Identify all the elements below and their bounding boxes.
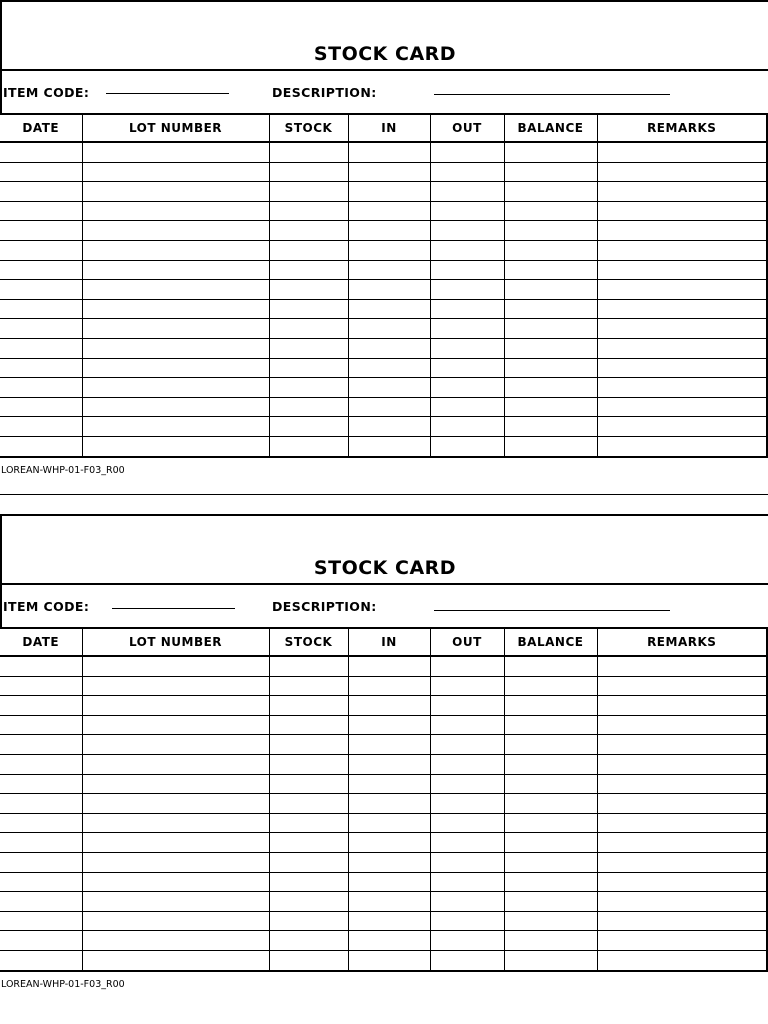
cell-out[interactable] <box>430 338 504 358</box>
cell-balance[interactable] <box>504 338 597 358</box>
table-row <box>0 911 767 931</box>
cell-remarks[interactable] <box>597 397 767 417</box>
column-header-in: IN <box>348 629 430 657</box>
cell-out[interactable] <box>430 872 504 892</box>
cell-date[interactable] <box>0 201 82 221</box>
cell-out[interactable] <box>430 240 504 260</box>
description-field[interactable] <box>434 94 670 95</box>
cell-remarks[interactable] <box>597 436 767 456</box>
cell-remarks[interactable] <box>597 892 767 912</box>
cell-stock[interactable] <box>269 417 348 437</box>
cell-balance[interactable] <box>504 260 597 280</box>
cell-lot-number[interactable] <box>82 872 269 892</box>
cell-balance[interactable] <box>504 162 597 182</box>
stock-table <box>0 628 768 972</box>
cell-date[interactable] <box>0 280 82 300</box>
cell-stock[interactable] <box>269 299 348 319</box>
table-row <box>0 338 767 358</box>
cell-in[interactable] <box>348 676 430 696</box>
item-code-label: ITEM CODE: <box>3 599 90 614</box>
cell-lot-number[interactable] <box>82 397 269 417</box>
cell-in[interactable] <box>348 931 430 951</box>
table-row <box>0 754 767 774</box>
cell-lot-number[interactable] <box>82 852 269 872</box>
stock-card-frame <box>0 514 768 628</box>
cell-balance[interactable] <box>504 892 597 912</box>
cell-remarks[interactable] <box>597 299 767 319</box>
cell-stock[interactable] <box>269 656 348 676</box>
cell-remarks[interactable] <box>597 950 767 970</box>
stock-card-bottom <box>0 514 768 990</box>
cell-remarks[interactable] <box>597 142 767 162</box>
table-row <box>0 162 767 182</box>
cell-date[interactable] <box>0 735 82 755</box>
cell-date[interactable] <box>0 378 82 398</box>
cell-lot-number[interactable] <box>82 338 269 358</box>
cell-date[interactable] <box>0 872 82 892</box>
cell-out[interactable] <box>430 931 504 951</box>
cell-out[interactable] <box>430 221 504 241</box>
cell-remarks[interactable] <box>597 338 767 358</box>
table-row <box>0 872 767 892</box>
cell-lot-number[interactable] <box>82 280 269 300</box>
cell-out[interactable] <box>430 715 504 735</box>
cell-in[interactable] <box>348 833 430 853</box>
cell-out[interactable] <box>430 813 504 833</box>
cell-balance[interactable] <box>504 221 597 241</box>
column-header-date: DATE <box>0 629 82 657</box>
cell-lot-number[interactable] <box>82 417 269 437</box>
cell-balance[interactable] <box>504 852 597 872</box>
cell-in[interactable] <box>348 436 430 456</box>
cell-out[interactable] <box>430 696 504 716</box>
cell-balance[interactable] <box>504 931 597 951</box>
cell-in[interactable] <box>348 417 430 437</box>
cell-lot-number[interactable] <box>82 715 269 735</box>
cell-in[interactable] <box>348 656 430 676</box>
cell-remarks[interactable] <box>597 696 767 716</box>
cell-date[interactable] <box>0 182 82 202</box>
cell-balance[interactable] <box>504 911 597 931</box>
table-row <box>0 417 767 437</box>
cell-remarks[interactable] <box>597 911 767 931</box>
cell-stock[interactable] <box>269 436 348 456</box>
cell-lot-number[interactable] <box>82 221 269 241</box>
cell-stock[interactable] <box>269 221 348 241</box>
cell-stock[interactable] <box>269 950 348 970</box>
cell-in[interactable] <box>348 319 430 339</box>
cell-in[interactable] <box>348 260 430 280</box>
table-row <box>0 280 767 300</box>
cell-remarks[interactable] <box>597 715 767 735</box>
cell-in[interactable] <box>348 142 430 162</box>
cell-balance[interactable] <box>504 676 597 696</box>
cell-date[interactable] <box>0 950 82 970</box>
table-row <box>0 142 767 162</box>
cell-in[interactable] <box>348 240 430 260</box>
table-row <box>0 696 767 716</box>
table-row <box>0 813 767 833</box>
cell-balance[interactable] <box>504 182 597 202</box>
cell-lot-number[interactable] <box>82 950 269 970</box>
cell-date[interactable] <box>0 892 82 912</box>
cell-lot-number[interactable] <box>82 911 269 931</box>
table-row <box>0 833 767 853</box>
cell-in[interactable] <box>348 299 430 319</box>
cell-date[interactable] <box>0 319 82 339</box>
cell-remarks[interactable] <box>597 676 767 696</box>
cell-out[interactable] <box>430 676 504 696</box>
table-row <box>0 892 767 912</box>
cell-stock[interactable] <box>269 813 348 833</box>
table-row <box>0 715 767 735</box>
cell-remarks[interactable] <box>597 358 767 378</box>
cell-stock[interactable] <box>269 774 348 794</box>
item-code-field[interactable] <box>112 608 235 609</box>
cell-remarks[interactable] <box>597 656 767 676</box>
cell-date[interactable] <box>0 338 82 358</box>
cell-remarks[interactable] <box>597 813 767 833</box>
cell-in[interactable] <box>348 280 430 300</box>
cell-date[interactable] <box>0 142 82 162</box>
cell-in[interactable] <box>348 735 430 755</box>
cell-in[interactable] <box>348 338 430 358</box>
cell-lot-number[interactable] <box>82 201 269 221</box>
table-row <box>0 182 767 202</box>
table-row <box>0 260 767 280</box>
cell-date[interactable] <box>0 436 82 456</box>
table-row <box>0 299 767 319</box>
cell-remarks[interactable] <box>597 735 767 755</box>
form-code: LOREAN-WHP-01-F03_R00 <box>1 978 125 990</box>
cell-balance[interactable] <box>504 280 597 300</box>
cell-out[interactable] <box>430 794 504 814</box>
cell-balance[interactable] <box>504 735 597 755</box>
item-code-field[interactable] <box>106 93 229 94</box>
cell-in[interactable] <box>348 378 430 398</box>
cell-stock[interactable] <box>269 872 348 892</box>
cell-balance[interactable] <box>504 299 597 319</box>
cell-balance[interactable] <box>504 417 597 437</box>
cell-remarks[interactable] <box>597 833 767 853</box>
cell-in[interactable] <box>348 182 430 202</box>
cell-out[interactable] <box>430 162 504 182</box>
table-row <box>0 436 767 456</box>
cell-date[interactable] <box>0 931 82 951</box>
cell-date[interactable] <box>0 221 82 241</box>
cell-remarks[interactable] <box>597 794 767 814</box>
cell-remarks[interactable] <box>597 852 767 872</box>
cell-date[interactable] <box>0 754 82 774</box>
cell-date[interactable] <box>0 676 82 696</box>
cell-in[interactable] <box>348 696 430 716</box>
table-row <box>0 378 767 398</box>
table-header-row <box>0 629 767 657</box>
cell-remarks[interactable] <box>597 319 767 339</box>
cell-in[interactable] <box>348 754 430 774</box>
cell-date[interactable] <box>0 299 82 319</box>
cell-date[interactable] <box>0 911 82 931</box>
cell-lot-number[interactable] <box>82 162 269 182</box>
table-row <box>0 852 767 872</box>
cell-date[interactable] <box>0 240 82 260</box>
cell-stock[interactable] <box>269 852 348 872</box>
cell-balance[interactable] <box>504 833 597 853</box>
cell-lot-number[interactable] <box>82 676 269 696</box>
cell-lot-number[interactable] <box>82 754 269 774</box>
cell-balance[interactable] <box>504 794 597 814</box>
cell-out[interactable] <box>430 319 504 339</box>
cell-balance[interactable] <box>504 872 597 892</box>
table-row <box>0 735 767 755</box>
cell-lot-number[interactable] <box>82 833 269 853</box>
table-row <box>0 358 767 378</box>
column-header-lot-number: LOT NUMBER <box>82 629 269 657</box>
cell-stock[interactable] <box>269 911 348 931</box>
cell-lot-number[interactable] <box>82 299 269 319</box>
cell-lot-number[interactable] <box>82 774 269 794</box>
cell-remarks[interactable] <box>597 774 767 794</box>
cell-balance[interactable] <box>504 378 597 398</box>
cell-stock[interactable] <box>269 182 348 202</box>
cell-in[interactable] <box>348 201 430 221</box>
cell-out[interactable] <box>430 754 504 774</box>
cell-out[interactable] <box>430 892 504 912</box>
cell-stock[interactable] <box>269 676 348 696</box>
cell-lot-number[interactable] <box>82 182 269 202</box>
table-row <box>0 319 767 339</box>
cell-stock[interactable] <box>269 696 348 716</box>
form-code: LOREAN-WHP-01-F03_R00 <box>1 464 125 476</box>
cell-lot-number[interactable] <box>82 142 269 162</box>
cell-stock[interactable] <box>269 338 348 358</box>
column-header-date: DATE <box>0 115 82 143</box>
table-row <box>0 774 767 794</box>
cell-remarks[interactable] <box>597 872 767 892</box>
cell-out[interactable] <box>430 182 504 202</box>
cell-stock[interactable] <box>269 240 348 260</box>
table-row <box>0 950 767 970</box>
cell-out[interactable] <box>430 436 504 456</box>
cell-remarks[interactable] <box>597 417 767 437</box>
column-header-balance: BALANCE <box>504 629 597 657</box>
column-header-balance: BALANCE <box>504 115 597 143</box>
cell-balance[interactable] <box>504 813 597 833</box>
cell-lot-number[interactable] <box>82 319 269 339</box>
cell-stock[interactable] <box>269 794 348 814</box>
column-header-stock: STOCK <box>269 115 348 143</box>
cell-balance[interactable] <box>504 142 597 162</box>
cell-out[interactable] <box>430 833 504 853</box>
title-area <box>2 516 768 585</box>
cell-date[interactable] <box>0 833 82 853</box>
cell-stock[interactable] <box>269 397 348 417</box>
title-area <box>2 2 768 71</box>
cell-lot-number[interactable] <box>82 436 269 456</box>
cell-in[interactable] <box>348 911 430 931</box>
cell-remarks[interactable] <box>597 260 767 280</box>
stock-card-top <box>0 0 768 476</box>
cell-lot-number[interactable] <box>82 358 269 378</box>
cell-remarks[interactable] <box>597 182 767 202</box>
cell-stock[interactable] <box>269 260 348 280</box>
cell-out[interactable] <box>430 852 504 872</box>
cell-remarks[interactable] <box>597 240 767 260</box>
cell-in[interactable] <box>348 794 430 814</box>
cell-remarks[interactable] <box>597 754 767 774</box>
column-header-remarks: REMARKS <box>597 115 767 143</box>
cell-out[interactable] <box>430 950 504 970</box>
card-title: STOCK CARD <box>313 43 457 65</box>
cell-stock[interactable] <box>269 833 348 853</box>
cell-lot-number[interactable] <box>82 931 269 951</box>
cell-balance[interactable] <box>504 358 597 378</box>
cell-out[interactable] <box>430 280 504 300</box>
cell-lot-number[interactable] <box>82 813 269 833</box>
cell-lot-number[interactable] <box>82 794 269 814</box>
cell-balance[interactable] <box>504 240 597 260</box>
cell-out[interactable] <box>430 911 504 931</box>
cell-remarks[interactable] <box>597 931 767 951</box>
cell-stock[interactable] <box>269 892 348 912</box>
table-row <box>0 221 767 241</box>
cell-stock[interactable] <box>269 931 348 951</box>
cell-balance[interactable] <box>504 656 597 676</box>
cell-date[interactable] <box>0 696 82 716</box>
cell-lot-number[interactable] <box>82 892 269 912</box>
column-header-out: OUT <box>430 629 504 657</box>
table-header-row <box>0 115 767 143</box>
card-title: STOCK CARD <box>313 557 457 579</box>
cell-date[interactable] <box>0 260 82 280</box>
cell-out[interactable] <box>430 299 504 319</box>
cell-out[interactable] <box>430 260 504 280</box>
cell-remarks[interactable] <box>597 378 767 398</box>
column-header-out: OUT <box>430 115 504 143</box>
cell-out[interactable] <box>430 201 504 221</box>
cell-lot-number[interactable] <box>82 378 269 398</box>
cell-stock[interactable] <box>269 754 348 774</box>
card-divider <box>0 494 768 495</box>
cell-date[interactable] <box>0 852 82 872</box>
cell-date[interactable] <box>0 813 82 833</box>
cell-balance[interactable] <box>504 436 597 456</box>
cell-out[interactable] <box>430 397 504 417</box>
cell-in[interactable] <box>348 950 430 970</box>
cell-in[interactable] <box>348 813 430 833</box>
cell-stock[interactable] <box>269 378 348 398</box>
cell-out[interactable] <box>430 774 504 794</box>
cell-lot-number[interactable] <box>82 240 269 260</box>
column-header-lot-number: LOT NUMBER <box>82 115 269 143</box>
cell-balance[interactable] <box>504 696 597 716</box>
cell-out[interactable] <box>430 378 504 398</box>
item-code-label: ITEM CODE: <box>3 85 90 100</box>
cell-in[interactable] <box>348 852 430 872</box>
cell-in[interactable] <box>348 397 430 417</box>
cell-stock[interactable] <box>269 319 348 339</box>
cell-lot-number[interactable] <box>82 260 269 280</box>
cell-lot-number[interactable] <box>82 656 269 676</box>
cell-date[interactable] <box>0 774 82 794</box>
cell-balance[interactable] <box>504 950 597 970</box>
cell-in[interactable] <box>348 872 430 892</box>
column-header-stock: STOCK <box>269 629 348 657</box>
cell-remarks[interactable] <box>597 221 767 241</box>
cell-date[interactable] <box>0 656 82 676</box>
table-row <box>0 931 767 951</box>
cell-in[interactable] <box>348 774 430 794</box>
cell-balance[interactable] <box>504 774 597 794</box>
cell-date[interactable] <box>0 358 82 378</box>
cell-date[interactable] <box>0 417 82 437</box>
column-header-remarks: REMARKS <box>597 629 767 657</box>
table-row <box>0 676 767 696</box>
table-row <box>0 397 767 417</box>
column-header-in: IN <box>348 115 430 143</box>
cell-stock[interactable] <box>269 280 348 300</box>
cell-in[interactable] <box>348 892 430 912</box>
cell-stock[interactable] <box>269 715 348 735</box>
info-row <box>2 585 768 628</box>
cell-out[interactable] <box>430 358 504 378</box>
cell-balance[interactable] <box>504 715 597 735</box>
stock-card-frame <box>0 0 768 114</box>
cell-date[interactable] <box>0 162 82 182</box>
cell-date[interactable] <box>0 397 82 417</box>
cell-out[interactable] <box>430 142 504 162</box>
table-row <box>0 201 767 221</box>
cell-in[interactable] <box>348 715 430 735</box>
info-row <box>2 71 768 114</box>
stock-table <box>0 114 768 458</box>
cell-balance[interactable] <box>504 319 597 339</box>
cell-stock[interactable] <box>269 162 348 182</box>
cell-date[interactable] <box>0 794 82 814</box>
cell-in[interactable] <box>348 221 430 241</box>
cell-in[interactable] <box>348 162 430 182</box>
description-label: DESCRIPTION: <box>272 599 377 614</box>
description-field[interactable] <box>434 610 670 611</box>
cell-remarks[interactable] <box>597 162 767 182</box>
cell-balance[interactable] <box>504 397 597 417</box>
cell-out[interactable] <box>430 417 504 437</box>
cell-stock[interactable] <box>269 735 348 755</box>
table-row <box>0 794 767 814</box>
cell-lot-number[interactable] <box>82 696 269 716</box>
table-row <box>0 656 767 676</box>
description-label: DESCRIPTION: <box>272 85 377 100</box>
cell-stock[interactable] <box>269 358 348 378</box>
cell-out[interactable] <box>430 735 504 755</box>
cell-stock[interactable] <box>269 142 348 162</box>
cell-remarks[interactable] <box>597 201 767 221</box>
cell-balance[interactable] <box>504 201 597 221</box>
cell-lot-number[interactable] <box>82 735 269 755</box>
cell-balance[interactable] <box>504 754 597 774</box>
cell-in[interactable] <box>348 358 430 378</box>
cell-date[interactable] <box>0 715 82 735</box>
cell-stock[interactable] <box>269 201 348 221</box>
table-row <box>0 240 767 260</box>
cell-remarks[interactable] <box>597 280 767 300</box>
cell-out[interactable] <box>430 656 504 676</box>
